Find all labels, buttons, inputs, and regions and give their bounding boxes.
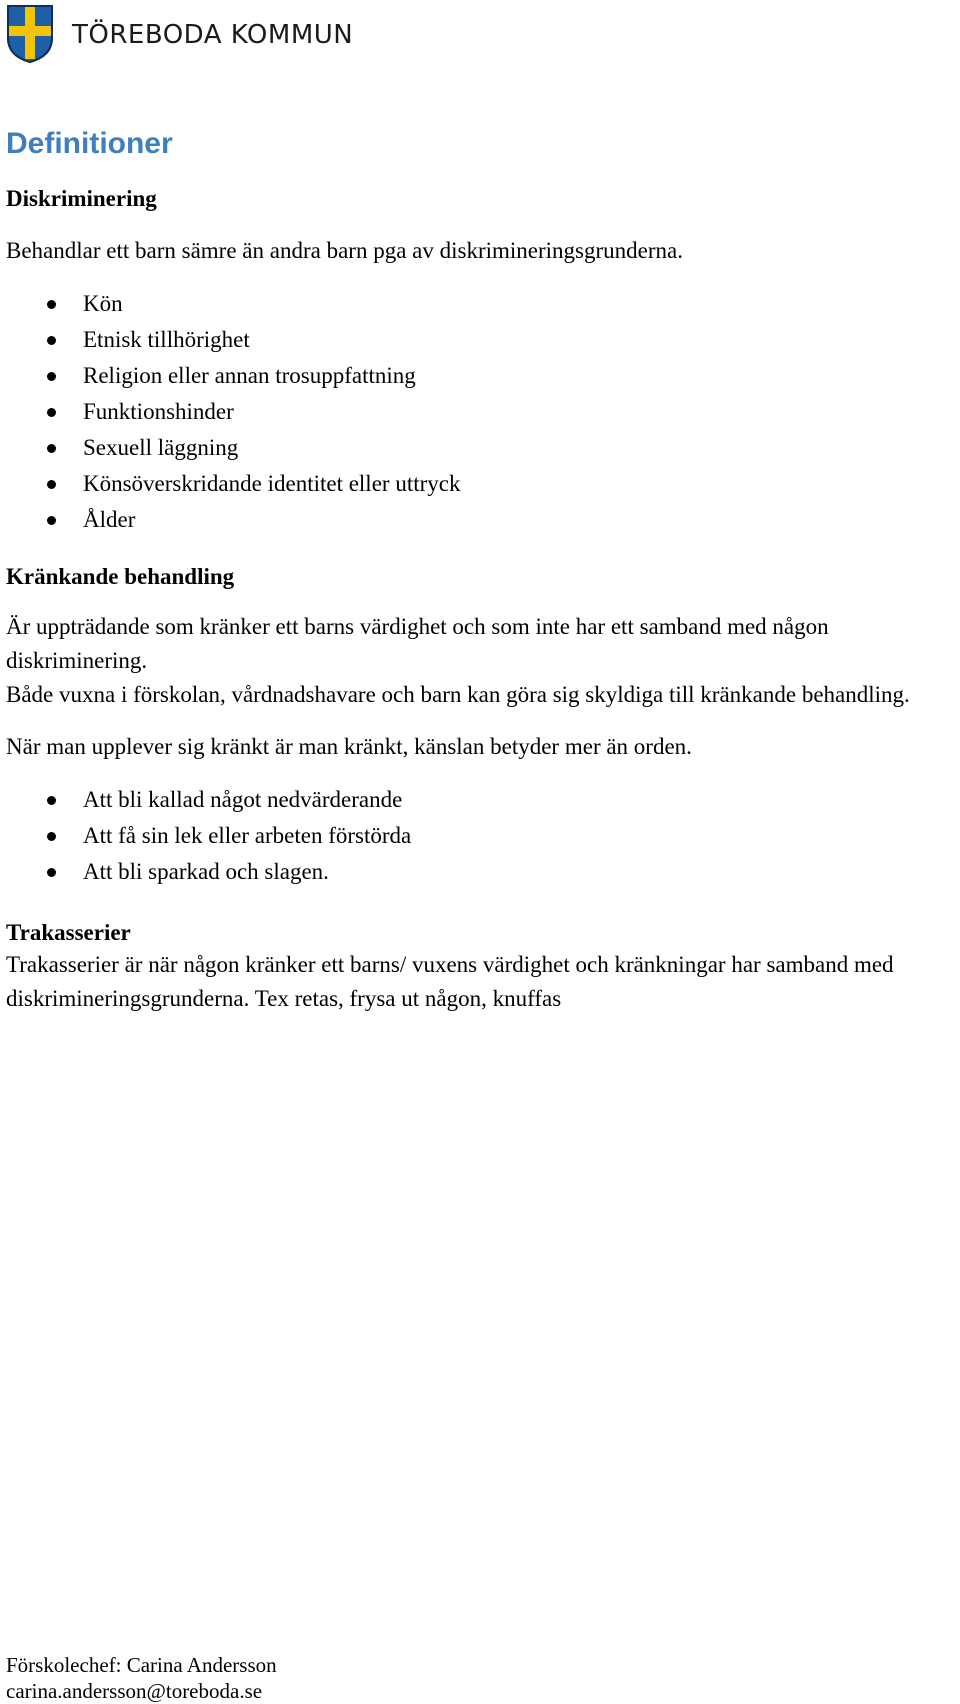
list-item-text: Etnisk tillhörighet: [83, 327, 250, 352]
diskriminering-intro: Behandlar ett barn sämre än andra barn pga av diskrimineringsgrunderna.: [6, 238, 683, 263]
coat-of-arms-icon: [6, 4, 54, 64]
list-item-text: Könsöverskridande identitet eller uttryck: [83, 471, 461, 496]
bullet-icon: [47, 372, 56, 381]
page-header: [6, 4, 353, 64]
krankande-feeling: När man upplever sig kränkt är man kränkt, känslan betyder mer än orden.: [6, 734, 692, 759]
list-item-text: Funktionshinder: [83, 399, 234, 424]
list-item: [6, 502, 956, 538]
bullet-icon: [47, 868, 56, 877]
footer-contact-name: Förskolechef: Carina Andersson: [6, 1653, 277, 1677]
bullet-icon: [47, 300, 56, 309]
list-item-text: Religion eller annan trosuppfattning: [83, 363, 416, 388]
section-heading-krankande: Kränkande behandling: [6, 564, 235, 589]
krankande-responsibility: Både vuxna i förskolan, vårdnadshavare och barn kan göra sig skyldiga till kränkande behandling.: [6, 682, 910, 707]
section-diskriminering: [6, 184, 956, 538]
list-item: [6, 818, 956, 854]
list-item: [6, 430, 956, 466]
bullet-icon: [47, 444, 56, 453]
bullet-icon: [47, 516, 56, 525]
list-item-text: Kön: [83, 291, 123, 316]
list-item: [6, 466, 956, 502]
section-trakasserier: [6, 918, 956, 1016]
list-item-text: Att bli kallad något nedvärderande: [83, 787, 403, 812]
organization-name: TÖREBODA KOMMUN: [72, 20, 354, 50]
section-heading-trakasserier: Trakasserier: [6, 920, 131, 945]
list-item: [6, 854, 956, 890]
bullet-icon: [47, 408, 56, 417]
trakasserier-definition: Trakasserier är när någon kränker ett barns/ vuxens värdighet och kränkningar har samband med diskrimineringsgrunderna. Tex retas, frysa ut någon, knuffas: [6, 952, 894, 1011]
discrimination-grounds-list: [6, 286, 956, 538]
list-item: [6, 322, 956, 358]
list-item: [6, 394, 956, 430]
page-title: Definitioner: [6, 127, 173, 160]
bullet-icon: [47, 480, 56, 489]
bullet-icon: [47, 336, 56, 345]
list-item-text: Ålder: [83, 507, 136, 532]
list-item-text: Att få sin lek eller arbeten förstörda: [83, 823, 412, 848]
bullet-icon: [47, 832, 56, 841]
page-footer: [6, 1652, 277, 1704]
section-heading-diskriminering: Diskriminering: [6, 186, 157, 211]
krankande-examples-list: [6, 782, 956, 890]
footer-email: carina.andersson@toreboda.se: [6, 1679, 263, 1703]
bullet-icon: [47, 796, 56, 805]
krankande-definition: Är uppträdande som kränker ett barns värdighet och som inte har ett samband med någon diskriminering.: [6, 614, 829, 673]
list-item-text: Sexuell läggning: [83, 435, 239, 460]
list-item: [6, 782, 956, 818]
list-item: [6, 286, 956, 322]
section-krankande-behandling: [6, 562, 956, 890]
list-item: [6, 358, 956, 394]
document-body: [6, 126, 956, 1016]
list-item-text: Att bli sparkad och slagen.: [83, 859, 329, 884]
